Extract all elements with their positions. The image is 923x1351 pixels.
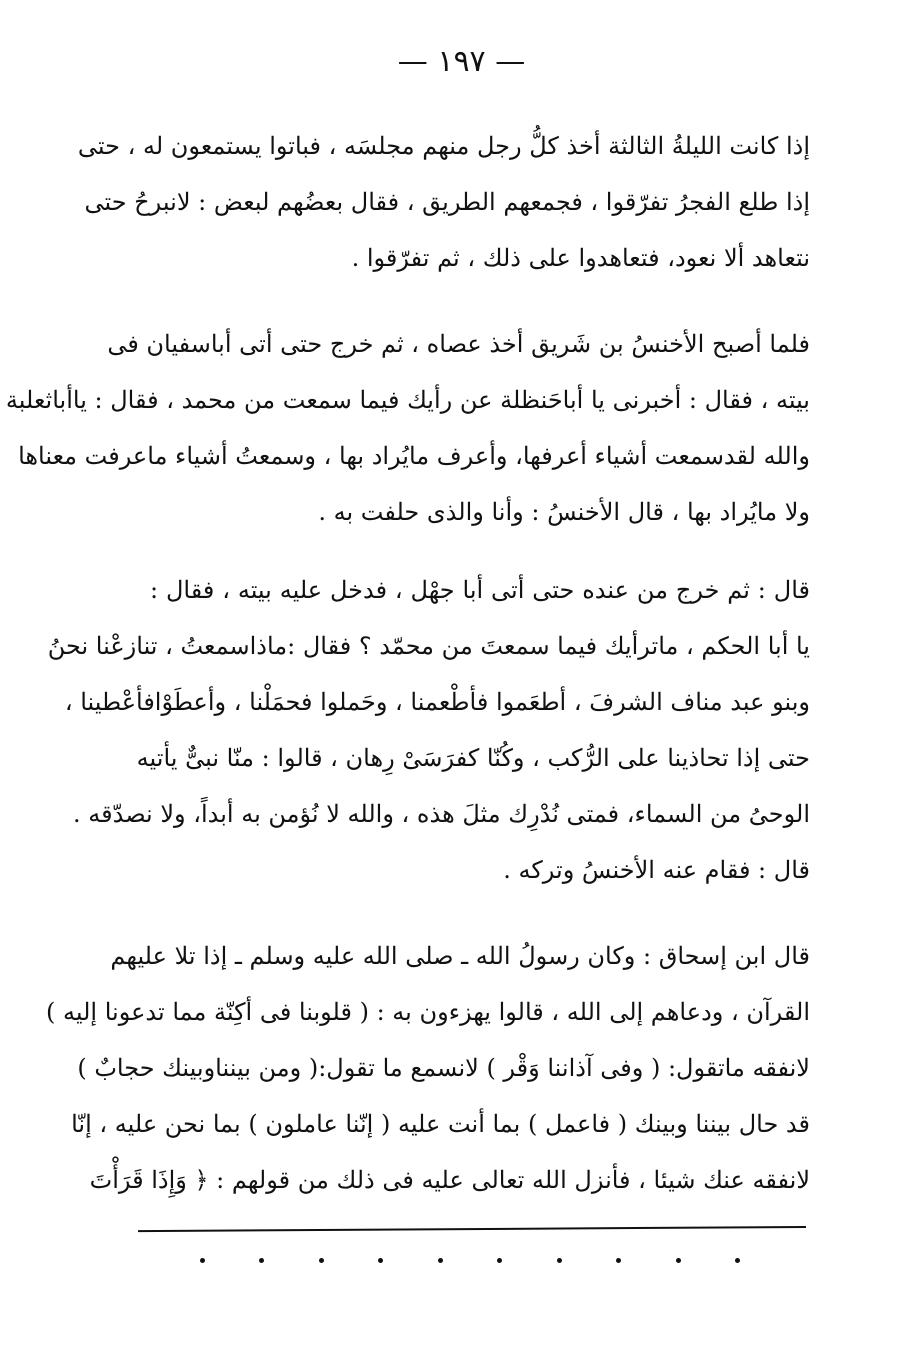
footer-dot [616,1258,621,1263]
paragraph-line: بيته ، فقال : أخبرنى يا أباحَنظلة عن رأيك فيما سمعت من محمد ، فقال : ياأباثعلبة [5,386,810,414]
paragraph-1 [77,118,810,286]
paragraph-line: إذا طلع الفجرُ تفرّقوا ، فجمعهم الطريق ، فقال بعضُهم لبعض : لانبرحُ حتى [84,188,810,216]
paragraph-line: إذا كانت الليلةُ الثالثة أخذ كلُّ رجل منهم مجلسَه ، فباتوا يستمعون له ، حتى [77,132,810,160]
paragraph-line: قال ابن إسحاق : وكان رسولُ الله ـ صلى الله عليه وسلم ـ إذا تلا عليهم [110,942,810,970]
footer-dot [497,1258,502,1263]
paragraph-line: قال : فقام عنه الأخنسُ وتركه . [503,856,810,884]
footer-dot [735,1258,740,1263]
footer-dot [259,1258,264,1263]
paragraph-line: لانفقه ماتقول: ( وفى آذاننا وَقْر ) لانسمع ما تقول:( ومن بينناوبينك حجابٌ ) [77,1054,810,1082]
paragraph-2 [5,316,810,540]
footer-dot [557,1258,562,1263]
paragraph-line: فلما أصبح الأخنسُ بن شَريق أخذ عصاه ، ثم خرج حتى أتى أباسفيان فى [107,330,810,358]
paragraph-3 [47,562,810,898]
paragraph-line: يا أبا الحكم ، ماترأيك فيما سمعتَ من محمّد ؟ فقال :ماذاسمعتُ ، تنازعْنا نحنُ [47,632,810,660]
page-number: — ١٩٧ — [397,44,526,79]
footer-dot [319,1258,324,1263]
paragraph-line: قد حال بيننا وبينك ( فاعمل ) بما أنت عليه ( إنّنا عاملون ) بما نحن عليه ، إنّا [71,1110,810,1138]
footer-dot [378,1258,383,1263]
paragraph-line: حتى إذا تحاذينا على الرُّكب ، وكُنّا كفرَسَىْ رِهان ، قالوا : منّا نبىٌّ يأتيه [136,744,810,772]
paragraph-line: الوحىُ من السماء، فمتى نُدْرِك مثلَ هذه ، والله لا نُؤمن به أبداً، ولا نصدّقه . [73,800,810,828]
paragraph-line: لانفقه عنك شيئا ، فأنزل الله تعالى عليه فى ذلك من قولهم : ﴿ وَإِذَا قَرَأْتَ [89,1166,810,1194]
footer-dot [438,1258,443,1263]
paragraph-line: وبنو عبد مناف الشرفَ ، أطعَموا فأطْعمنا ، وحَملوا فحمَلْنا ، وأعطَوْافأعْطينا ، [64,688,810,716]
paragraph-line: القرآن ، ودعاهم إلى الله ، قالوا يهزءون به : ( قلوبنا فى أكِنّة مما تدعونا إليه ) [45,998,810,1026]
paragraph-line: والله لقدسمعت أشياء أعرفها، وأعرف مايُراد بها ، وسمعتُ أشياء ماعرفت معناها [18,442,810,470]
footer-rule [138,1226,806,1232]
paragraph-line: نتعاهد ألا نعود، فتعاهدوا على ذلك ، ثم تفرّقوا . [351,244,810,272]
paragraph-line: قال : ثم خرج من عنده حتى أتى أبا جهْل ، فدخل عليه بيته ، فقال : [150,576,810,604]
footer-dots [200,1258,740,1263]
footer-dot [200,1258,205,1263]
paragraph-line: ولا مايُراد بها ، قال الأخنسُ : وأنا والذى حلفت به . [318,498,810,526]
footer-dot [676,1258,681,1263]
paragraph-4 [45,928,810,1208]
